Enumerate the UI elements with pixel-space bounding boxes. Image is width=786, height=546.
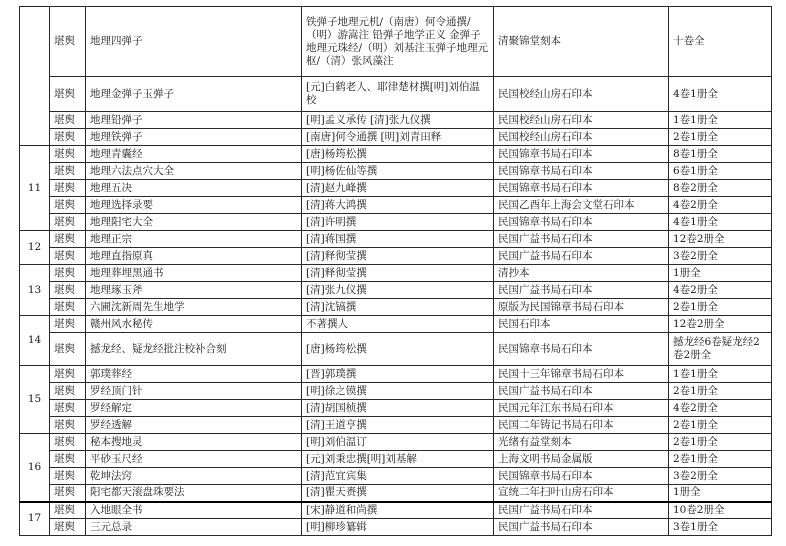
volumes-cell: 2卷1册全 xyxy=(669,129,772,146)
category-cell: 堪舆 xyxy=(50,282,86,299)
edition-cell: 民国锦章书局石印本 xyxy=(494,214,669,231)
table-row xyxy=(20,77,772,112)
author-cell: [唐]杨筠松撰 xyxy=(302,146,494,163)
edition-cell: 民国广益书局石印本 xyxy=(494,502,669,519)
table-row xyxy=(20,434,772,451)
table-row xyxy=(20,316,772,333)
title-cell: 秘本搜地灵 xyxy=(86,434,302,451)
author-cell: [清]许明撰 xyxy=(302,214,494,231)
title-cell: 平砂玉尺经 xyxy=(86,451,302,468)
author-cell: [明]柳珍纂辑 xyxy=(302,519,494,536)
table-row xyxy=(20,502,772,519)
volumes-cell: 4卷2册全 xyxy=(669,282,772,299)
category-cell: 堪舆 xyxy=(50,231,86,248)
table-row xyxy=(20,163,772,180)
category-cell: 堪舆 xyxy=(50,417,86,434)
category-cell: 堪舆 xyxy=(50,129,86,146)
title-cell: 阳宅都天滚盘珠要法 xyxy=(86,485,302,502)
category-cell: 堪舆 xyxy=(50,163,86,180)
volumes-cell: 1卷1册全 xyxy=(669,112,772,129)
volumes-cell: 2卷1册全 xyxy=(669,383,772,400)
volumes-cell: 1册全 xyxy=(669,265,772,282)
edition-cell: 上海文明书局金属版 xyxy=(494,451,669,468)
author-cell: [清]沈镐撰 xyxy=(302,299,494,316)
title-cell: 郭璞葬经 xyxy=(86,366,302,383)
author-cell: [明]孟义承传 [清]张九仪撰 xyxy=(302,112,494,129)
volumes-cell: 6卷1册全 xyxy=(669,163,772,180)
author-cell: [南唐]何令通撰 [明]刘青田释 xyxy=(302,129,494,146)
group-number-cell: 15 xyxy=(20,366,50,434)
edition-cell: 原版为民国锦章书局石印本 xyxy=(494,299,669,316)
edition-cell: 民国校经山房石印本 xyxy=(494,112,669,129)
edition-cell: 民国校经山房石印本 xyxy=(494,77,669,112)
category-cell: 堪舆 xyxy=(50,77,86,112)
table-row xyxy=(20,129,772,146)
volumes-cell: 12卷2册全 xyxy=(669,316,772,333)
title-cell: 赣州风水秘传 xyxy=(86,316,302,333)
author-cell: 铁弹子地理元机/（南唐）何令通撰/（明）游嵩注 铅弹子地学正义 金弹子地理元珠经/（明）刘基注玉弹子地理元枢/（清）张风藻注 xyxy=(302,7,494,77)
category-cell: 堪舆 xyxy=(50,502,86,519)
title-cell: 罗经透解 xyxy=(86,417,302,434)
title-cell: 地理铅弹子 xyxy=(86,112,302,129)
title-cell: 地理直指原真 xyxy=(86,248,302,265)
volumes-cell: 12卷2册全 xyxy=(669,231,772,248)
category-cell: 堪舆 xyxy=(50,333,86,366)
title-cell: 地理选择录要 xyxy=(86,197,302,214)
catalog-body xyxy=(20,7,772,536)
table-row xyxy=(20,146,772,163)
category-cell: 堪舆 xyxy=(50,366,86,383)
table-row xyxy=(20,7,772,77)
edition-cell: 民国校经山房石印本 xyxy=(494,129,669,146)
title-cell: 地理六法点穴大全 xyxy=(86,163,302,180)
table-row xyxy=(20,485,772,502)
author-cell: [清]范宜宾集 xyxy=(302,468,494,485)
table-row xyxy=(20,231,772,248)
edition-cell: 民国乙酉年上海会文堂石印本 xyxy=(494,197,669,214)
category-cell: 堪舆 xyxy=(50,265,86,282)
author-cell: [元]白鹤老人、耶律楚材撰[明]刘伯温校 xyxy=(302,77,494,112)
title-cell: 撼龙经、疑龙经批注校补合刻 xyxy=(86,333,302,366)
volumes-cell: 撼龙经6卷疑龙经2卷2册全 xyxy=(669,333,772,366)
table-row xyxy=(20,366,772,383)
edition-cell: 宣统二年扫叶山房石印本 xyxy=(494,485,669,502)
table-row xyxy=(20,214,772,231)
volumes-cell: 3卷1册全 xyxy=(669,519,772,536)
author-cell: [明]杨佐仙等撰 xyxy=(302,163,494,180)
title-cell: 地理青囊经 xyxy=(86,146,302,163)
category-cell: 堪舆 xyxy=(50,316,86,333)
table-row xyxy=(20,400,772,417)
title-cell: 地理金弹子玉弹子 xyxy=(86,77,302,112)
category-cell: 堪舆 xyxy=(50,197,86,214)
author-cell: [清]释彻莹撰 xyxy=(302,248,494,265)
volumes-cell: 十卷全 xyxy=(669,7,772,77)
volumes-cell: 2卷1册全 xyxy=(669,417,772,434)
volumes-cell: 3卷2册全 xyxy=(669,248,772,265)
edition-cell: 民国石印本 xyxy=(494,316,669,333)
author-cell: [明]徐之镆撰 xyxy=(302,383,494,400)
group-number-cell xyxy=(20,7,50,146)
category-cell: 堪舆 xyxy=(50,146,86,163)
author-cell: [明]刘伯温订 xyxy=(302,434,494,451)
author-cell: [清]王道亨撰 xyxy=(302,417,494,434)
edition-cell: 民国广益书局石印本 xyxy=(494,519,669,536)
volumes-cell: 8卷1册全 xyxy=(669,146,772,163)
edition-cell: 光绪有益堂刻本 xyxy=(494,434,669,451)
volumes-cell: 1卷1册全 xyxy=(669,366,772,383)
edition-cell: 民国二年铸记书局石印本 xyxy=(494,417,669,434)
category-cell: 堪舆 xyxy=(50,112,86,129)
edition-cell: 民国广益书局石印本 xyxy=(494,282,669,299)
category-cell: 堪舆 xyxy=(50,434,86,451)
edition-cell: 民国广益书局石印本 xyxy=(494,383,669,400)
category-cell: 堪舆 xyxy=(50,451,86,468)
edition-cell: 民国锦章书局石印本 xyxy=(494,180,669,197)
category-cell: 堪舆 xyxy=(50,400,86,417)
title-cell: 地理琢玉斧 xyxy=(86,282,302,299)
category-cell: 堪舆 xyxy=(50,214,86,231)
table-row xyxy=(20,383,772,400)
group-number-cell: 16 xyxy=(20,434,50,502)
table-row xyxy=(20,519,772,536)
author-cell: [宋]静道和尚撰 xyxy=(302,502,494,519)
author-cell: [清]张九仪撰 xyxy=(302,282,494,299)
category-cell: 堪舆 xyxy=(50,383,86,400)
catalog-table xyxy=(19,6,772,536)
group-number-cell: 17 xyxy=(20,502,50,536)
author-cell: [唐]杨筠松撰 xyxy=(302,333,494,366)
title-cell: 六圃沈新周先生地学 xyxy=(86,299,302,316)
group-number-cell: 13 xyxy=(20,265,50,316)
edition-cell: 民国锦章书局石印本 xyxy=(494,468,669,485)
volumes-cell: 4卷1册全 xyxy=(669,77,772,112)
author-cell: [清]胡国桢撰 xyxy=(302,400,494,417)
title-cell: 地理铁弹子 xyxy=(86,129,302,146)
author-cell: [清]赵九峰撰 xyxy=(302,180,494,197)
volumes-cell: 2卷1册全 xyxy=(669,434,772,451)
edition-cell: 民国元年江东书局石印本 xyxy=(494,400,669,417)
edition-cell: 民国锦章书局石印本 xyxy=(494,333,669,366)
author-cell: [清]瞿天赉撰 xyxy=(302,485,494,502)
volumes-cell: 2卷1册全 xyxy=(669,299,772,316)
title-cell: 地理四弹子 xyxy=(86,7,302,77)
table-row xyxy=(20,417,772,434)
edition-cell: 民国广益书局石印本 xyxy=(494,231,669,248)
table-row xyxy=(20,248,772,265)
edition-cell: 清聚锦堂刻本 xyxy=(494,7,669,77)
title-cell: 乾坤法窍 xyxy=(86,468,302,485)
table-row xyxy=(20,282,772,299)
category-cell: 堪舆 xyxy=(50,519,86,536)
title-cell: 罗经顶门针 xyxy=(86,383,302,400)
author-cell: [清]蒋大鸿撰 xyxy=(302,197,494,214)
title-cell: 地理正宗 xyxy=(86,231,302,248)
edition-cell: 民国广益书局石印本 xyxy=(494,248,669,265)
title-cell: 地理葬埋黑通书 xyxy=(86,265,302,282)
title-cell: 入地眼全书 xyxy=(86,502,302,519)
group-number-cell: 11 xyxy=(20,146,50,231)
volumes-cell: 4卷1册全 xyxy=(669,214,772,231)
table-row xyxy=(20,333,772,366)
author-cell: [清]释彻莹撰 xyxy=(302,265,494,282)
title-cell: 地理阳宅大全 xyxy=(86,214,302,231)
group-number-cell: 14 xyxy=(20,316,50,366)
volumes-cell: 10卷2册全 xyxy=(669,502,772,519)
table-row xyxy=(20,299,772,316)
table-row xyxy=(20,265,772,282)
volumes-cell: 4卷2册全 xyxy=(669,197,772,214)
volumes-cell: 1册全 xyxy=(669,485,772,502)
author-cell: [晋]郭璞撰 xyxy=(302,366,494,383)
volumes-cell: 3卷2册全 xyxy=(669,468,772,485)
category-cell: 堪舆 xyxy=(50,485,86,502)
table-row xyxy=(20,197,772,214)
group-number-cell: 12 xyxy=(20,231,50,265)
table-row xyxy=(20,112,772,129)
volumes-cell: 2卷1册全 xyxy=(669,451,772,468)
table-row xyxy=(20,451,772,468)
edition-cell: 民国锦章书局石印本 xyxy=(494,163,669,180)
author-cell: 不著撰人 xyxy=(302,316,494,333)
title-cell: 罗经解定 xyxy=(86,400,302,417)
category-cell: 堪舆 xyxy=(50,299,86,316)
title-cell: 地理五决 xyxy=(86,180,302,197)
author-cell: [清]蒋国撰 xyxy=(302,231,494,248)
category-cell: 堪舆 xyxy=(50,248,86,265)
title-cell: 三元总录 xyxy=(86,519,302,536)
category-cell: 堪舆 xyxy=(50,7,86,77)
edition-cell: 民国锦章书局石印本 xyxy=(494,146,669,163)
table-row xyxy=(20,180,772,197)
volumes-cell: 8卷2册全 xyxy=(669,180,772,197)
author-cell: [元]刘秉忠撰[明]刘基解 xyxy=(302,451,494,468)
volumes-cell: 4卷2册全 xyxy=(669,400,772,417)
table-row xyxy=(20,468,772,485)
category-cell: 堪舆 xyxy=(50,180,86,197)
category-cell: 堪舆 xyxy=(50,468,86,485)
edition-cell: 民国十三年锦章书局石印本 xyxy=(494,366,669,383)
edition-cell: 清抄本 xyxy=(494,265,669,282)
